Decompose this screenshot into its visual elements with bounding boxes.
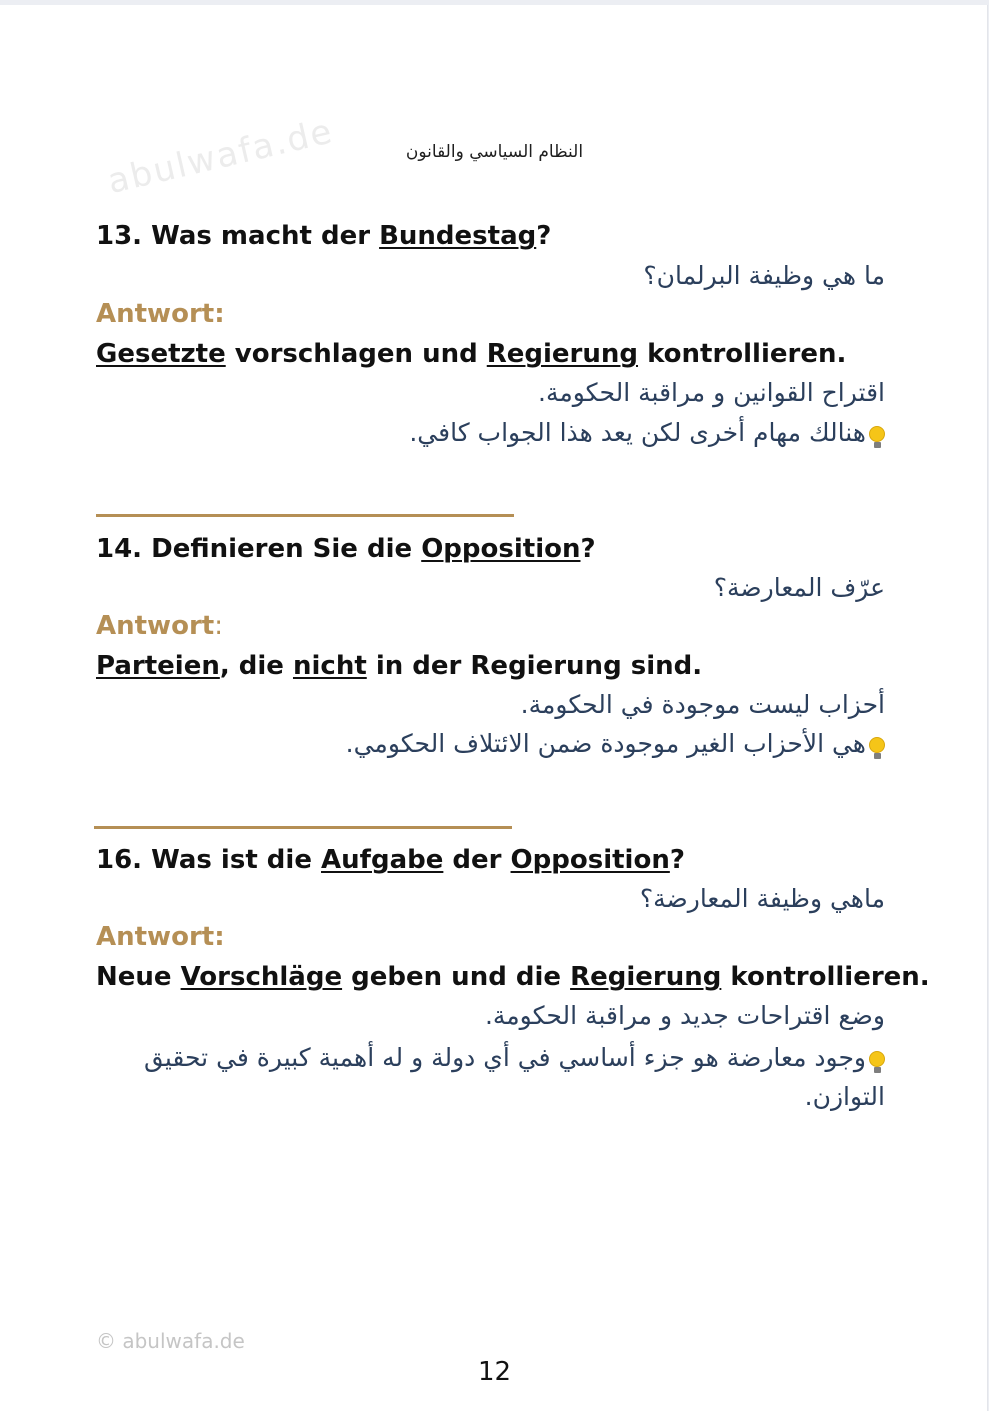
- answer-label-13: Antwort:: [96, 299, 225, 329]
- document-page: [0, 5, 988, 1411]
- keyword-bundestag: Bundestag: [379, 221, 537, 251]
- lightbulb-icon: [869, 1051, 885, 1067]
- lightbulb-icon: [869, 737, 885, 753]
- page-number: 12: [477, 1357, 512, 1387]
- answer-14-arabic: أحزاب ليست موجودة في الحكومة.: [520, 690, 885, 719]
- lightbulb-icon: [869, 426, 885, 442]
- question-13-arabic: ما هي وظيفة البرلمان؟: [643, 261, 885, 290]
- question-14-arabic: عرّف المعارضة؟: [713, 573, 885, 602]
- tip-16: وجود معارضة هو جزء أساسي في أي دولة و له أهمية كبيرة في تحقيق التوازن.: [143, 1043, 885, 1111]
- copyright: © abulwafa.de: [96, 1329, 245, 1353]
- question-16-arabic: ماهي وظيفة المعارضة؟: [639, 884, 885, 913]
- answer-label-16: Antwort:: [96, 922, 225, 952]
- tip-13: هنالك مهام أخرى لكن يعد هذا الجواب كافي.: [409, 418, 885, 447]
- answer-13-arabic: اقتراح القوانين و مراقبة الحكومة.: [538, 378, 885, 407]
- question-16: 16. Was ist die Aufgabe der Opposition?: [96, 845, 685, 875]
- watermark: abulwafa.de: [104, 111, 338, 202]
- question-13: 13. Was macht der Bundestag?: [96, 221, 552, 251]
- answer-13: Gesetzte vorschlagen und Regierung kontrollieren.: [96, 339, 847, 369]
- answer-label-14: Antwort:: [96, 611, 223, 641]
- separator-1: [96, 514, 514, 517]
- answer-14: Parteien, die nicht in der Regierung sind.: [96, 651, 703, 681]
- answer-16: Neue Vorschläge geben und die Regierung kontrollieren.: [96, 962, 930, 992]
- tip-14: هي الأحزاب الغير موجودة ضمن الائتلاف الحكومي.: [346, 729, 885, 758]
- question-14: 14. Definieren Sie die Opposition?: [96, 534, 596, 564]
- answer-16-arabic: وضع اقتراحات جديد و مراقبة الحكومة.: [484, 1001, 885, 1030]
- separator-2: [94, 826, 512, 829]
- page-header: النظام السياسي والقانون: [405, 142, 584, 162]
- keyword-opposition: Opposition: [421, 534, 581, 564]
